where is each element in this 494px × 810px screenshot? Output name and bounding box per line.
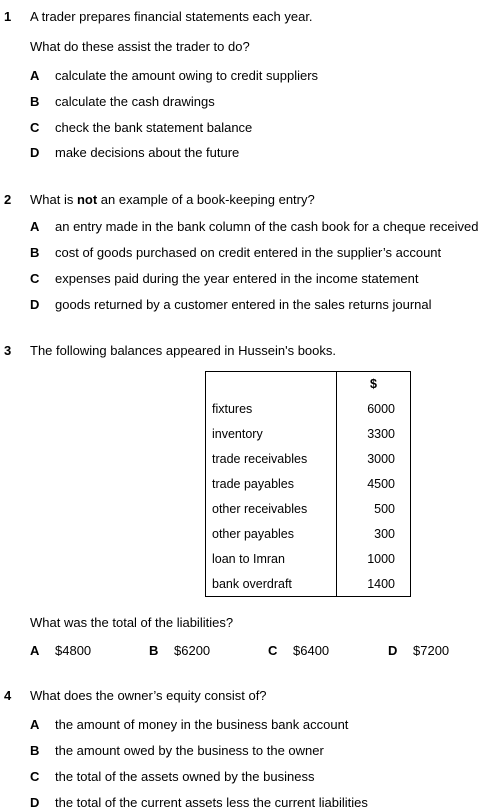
q4-option-a-text: the amount of money in the business bank account xyxy=(55,717,349,732)
q1-option-b-text: calculate the cash drawings xyxy=(55,94,215,109)
table-row xyxy=(206,446,411,471)
q4-option-b-text: the amount owed by the business to the owner xyxy=(55,743,324,758)
q3-option-a-text: $4800 xyxy=(55,643,92,658)
q2-option-d-text: goods returned by a customer entered in the sales returns journal xyxy=(55,297,432,312)
q1-option-a-letter: A xyxy=(30,68,40,83)
question-3-prompt: What was the total of the liabilities? xyxy=(30,615,234,630)
q1-option-b-letter: B xyxy=(30,94,40,109)
q3-option-d-text: $7200 xyxy=(413,643,450,658)
question-2-stem: What is not an example of a book-keeping entry? xyxy=(30,192,315,207)
question-4-number: 4 xyxy=(4,688,12,703)
q1-option-c-text: check the bank statement balance xyxy=(55,120,253,135)
q4-option-b-letter: B xyxy=(30,743,40,758)
balance-amount: 500 xyxy=(374,501,395,516)
q4-option-a-letter: A xyxy=(30,717,40,732)
table-row xyxy=(206,471,411,496)
balance-amount: 4500 xyxy=(367,476,395,491)
balance-amount: 3300 xyxy=(367,426,395,441)
q2-option-a-letter: A xyxy=(30,219,40,234)
q2-option-b-text: cost of goods purchased on credit entered in the supplier’s account xyxy=(55,245,442,260)
table-row xyxy=(206,421,411,446)
question-3-stem: The following balances appeared in Hussein's books. xyxy=(30,343,337,358)
q2-option-a-text: an entry made in the bank column of the cash book for a cheque received xyxy=(55,219,479,234)
question-1-prompt: What do these assist the trader to do? xyxy=(30,39,250,54)
q3-option-d-letter: D xyxy=(388,643,398,658)
question-2-number: 2 xyxy=(4,192,12,207)
table-row xyxy=(206,496,411,521)
table-header-item xyxy=(206,372,337,397)
q1-option-a-text: calculate the amount owing to credit suppliers xyxy=(55,68,319,83)
q4-option-d-letter: D xyxy=(30,795,40,810)
balance-amount: 6000 xyxy=(367,401,395,416)
q3-option-a-letter: A xyxy=(30,643,40,658)
table-row xyxy=(206,546,411,571)
balance-item: trade payables xyxy=(206,471,337,496)
balance-item: fixtures xyxy=(206,396,337,421)
q3-option-c-text: $6400 xyxy=(293,643,330,658)
balance-item: bank overdraft xyxy=(206,571,337,597)
balance-item: trade receivables xyxy=(206,446,337,471)
q3-option-c-letter: C xyxy=(268,643,278,658)
balance-amount: 1400 xyxy=(367,576,395,591)
table-header-row xyxy=(206,372,411,397)
q4-option-c-text: the total of the assets owned by the business xyxy=(55,769,315,784)
q1-option-d-text: make decisions about the future xyxy=(55,145,240,160)
balance-amount: 300 xyxy=(374,526,395,541)
balance-amount: 1000 xyxy=(367,551,395,566)
q1-option-c-letter: C xyxy=(30,120,40,135)
q3-option-b-text: $6200 xyxy=(174,643,211,658)
q4-option-c-letter: C xyxy=(30,769,40,784)
q2-option-c-letter: C xyxy=(30,271,40,286)
q3-option-b-letter: B xyxy=(149,643,159,658)
q2-option-b-letter: B xyxy=(30,245,40,260)
table-row xyxy=(206,571,411,597)
balance-item: inventory xyxy=(206,421,337,446)
table-row xyxy=(206,396,411,421)
question-3-number: 3 xyxy=(4,343,12,358)
question-1-stem: A trader prepares financial statements each year. xyxy=(30,9,313,24)
q2-option-c-text: expenses paid during the year entered in the income statement xyxy=(55,271,419,286)
q4-option-d-text: the total of the current assets less the current liabilities xyxy=(55,795,368,810)
question-2-emphasis: not xyxy=(76,192,98,207)
table-header-currency: $ xyxy=(370,377,377,391)
balances-table xyxy=(205,371,411,597)
balance-item: other payables xyxy=(206,521,337,546)
balance-item: other receivables xyxy=(206,496,337,521)
q1-option-d-letter: D xyxy=(30,145,40,160)
question-4-stem: What does the owner’s equity consist of? xyxy=(30,688,267,703)
question-1-number: 1 xyxy=(4,9,12,24)
balance-item: loan to Imran xyxy=(206,546,337,571)
table-row xyxy=(206,521,411,546)
balance-amount: 3000 xyxy=(367,451,395,466)
q2-option-d-letter: D xyxy=(30,297,40,312)
